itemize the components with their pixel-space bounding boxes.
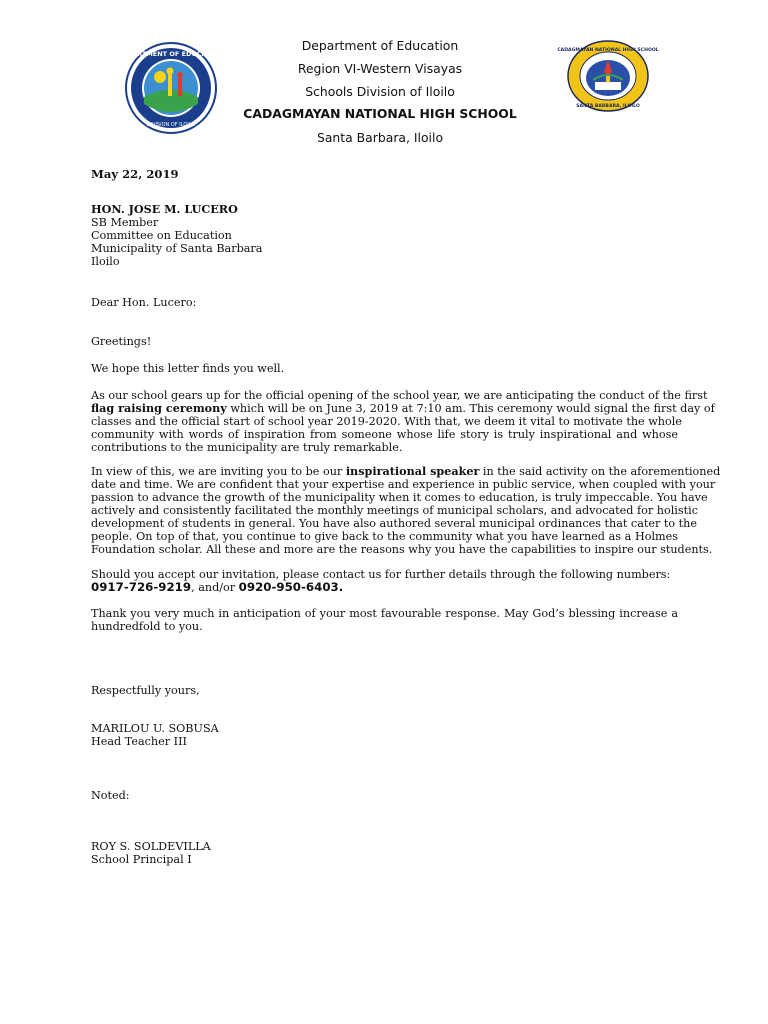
paragraph-text: In view of this, we are inviting you to be our	[91, 465, 346, 478]
recipient-line: SB Member	[91, 216, 159, 229]
letterhead-region: Region VI-Western Visayas	[297, 61, 463, 76]
recipient-line: Municipality of Santa Barbara	[91, 242, 263, 255]
paragraph-line: contributions to the municipality are truly remarkable.	[91, 441, 403, 454]
paragraph-line: passion to advance the growth of the municipality when it comes to education, is truly impeccable. You have	[91, 491, 708, 504]
signatory-1	[91, 722, 678, 748]
paragraph-line: development of students in general. You have also authored several municipal ordinances that cater to the	[91, 517, 697, 530]
paragraph-line: actively and consistently facilitated the monthly meetings of municipal scholars, and advocated for holistic	[91, 504, 698, 517]
letterhead-location: Santa Barbara, Iloilo	[316, 130, 444, 145]
signatory-title: Head Teacher III	[91, 735, 187, 748]
paragraph-line: hundredfold to you.	[91, 620, 203, 633]
paragraph-line	[91, 464, 721, 478]
paragraph-line: As our school gears up for the official opening of the school year, we are anticipating the conduct of the first	[91, 389, 708, 402]
recipient-address	[91, 203, 678, 268]
phone-numbers-line	[91, 581, 678, 594]
paragraph-line: classes and the official start of school year 2019-2020. With that, we deem it vital to motivate the whole	[91, 415, 682, 428]
paragraph-line	[91, 401, 715, 415]
svg-text:DIVISION OF ILOILO: DIVISION OF ILOILO	[146, 122, 196, 128]
noted-label: Noted:	[91, 789, 130, 802]
paragraph-4	[91, 568, 678, 594]
letter-date: May 22, 2019	[91, 167, 179, 181]
signatory-name: ROY S. SOLDEVILLA	[91, 840, 211, 853]
paragraph-text: which will be on June 3, 2019 at 7:10 am. This ceremony would signal the first day of	[226, 402, 715, 415]
recipient-name: HON. JOSE M. LUCERO	[91, 202, 238, 216]
signatory-2	[91, 840, 678, 866]
svg-text:SANTA BARBARA, ILOILO: SANTA BARBARA, ILOILO	[576, 104, 640, 109]
recipient-line: Iloilo	[91, 255, 120, 268]
paragraph-line: Should you accept our invitation, please contact us for further details through the following numbers:	[91, 568, 671, 581]
phone-number-2: 0920-950-6403.	[238, 580, 344, 594]
letterhead-department: Department of Education	[301, 38, 459, 53]
paragraph-line: Foundation scholar. All these and more are the reasons why you have the capabilities to inspire our students.	[91, 543, 713, 556]
paragraph-3	[91, 464, 721, 556]
paragraph-text: , and/or	[191, 581, 239, 594]
letterhead-school-name: CADAGMAYAN NATIONAL HIGH SCHOOL	[243, 106, 517, 121]
paragraph-line: Thank you very much in anticipation of your most favourable response. May God’s blessing increase a	[91, 607, 678, 620]
paragraph-line: people. On top of that, you continue to give back to the community what you have learned as a Holmes	[91, 530, 678, 543]
paragraph-text: in the said activity on the aforementioned	[479, 465, 721, 478]
svg-text:DEPARTMENT OF EDUCATION: DEPARTMENT OF EDUCATION	[118, 50, 224, 58]
emphasis-inspirational-speaker: inspirational speaker	[345, 464, 480, 478]
emphasis-flag-raising: flag raising ceremony	[91, 401, 227, 415]
letterhead-division: Schools Division of Iloilo	[305, 84, 455, 99]
deped-seal-logo	[118, 42, 224, 134]
svg-text:CADAGMAYAN NATIONAL HIGH SCHOO: CADAGMAYAN NATIONAL HIGH SCHOOL	[557, 48, 659, 53]
paragraph-2	[91, 389, 715, 454]
signatory-title: School Principal I	[91, 853, 192, 866]
salutation: Dear Hon. Lucero:	[91, 296, 197, 309]
signatory-name: MARILOU U. SOBUSA	[91, 722, 219, 735]
closing: Respectfully yours,	[91, 684, 200, 697]
paragraph-1: We hope this letter finds you well.	[91, 362, 285, 375]
recipient-line: Committee on Education	[91, 229, 232, 242]
paragraph-5	[91, 607, 678, 633]
paragraph-line: date and time. We are confident that your expertise and experience in public service, when coupled with your	[91, 478, 716, 491]
paragraph-line: community with words of inspiration from someone whose life story is truly inspirational and whose	[91, 428, 678, 441]
phone-number-1: 0917-726-9219	[91, 580, 192, 594]
school-seal-logo	[557, 40, 659, 112]
greeting: Greetings!	[91, 335, 152, 348]
